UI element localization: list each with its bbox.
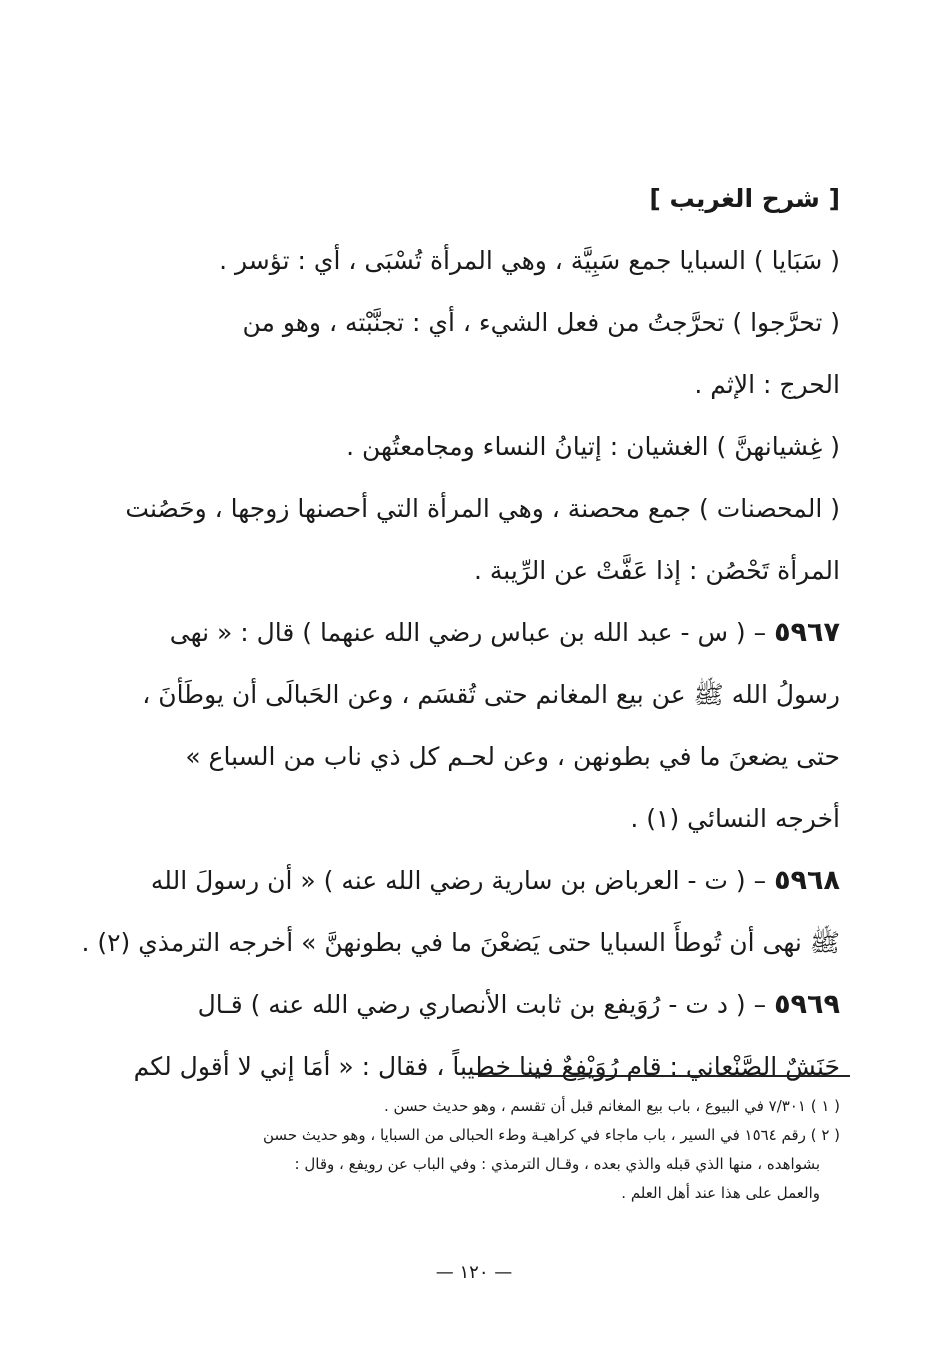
hadith-text: – ( د ت - رُوَيفع بن ثابت الأنصاري رضي الله عنه ) قـال <box>197 990 767 1019</box>
body-line: المرأة تَحْصُن : إذا عَفَّتْ عن الرِّيبة . <box>473 556 840 585</box>
hadith-text: – ( ت - العرباض بن سارية رضي الله عنه ) « أن رسولَ الله <box>150 866 767 895</box>
body-line: الحرج : الإثم . <box>694 370 840 399</box>
main-text <box>81 168 840 1098</box>
hadith-number: ٥٩٦٧ <box>774 617 840 648</box>
footnote-1: ( ١ ) ٧/٣٠١ في البيوع ، باب بيع المغانم قبل أن تقسم ، وهو حديث حسن . <box>383 1097 840 1115</box>
body-line: ( المحصنات ) جمع محصنة ، وهي المرأة التي أحصنها زوجها ، وحَصُنت <box>125 494 840 523</box>
hadith-5968-line: ﷺ نهى أن تُوطأَ السبايا حتى يَضعْنَ ما في بطونهنَّ » أخرجه الترمذي (٢) . <box>81 928 840 957</box>
hadith-5968-line-1 <box>110 850 840 912</box>
hadith-5967-line: حتى يضعنَ ما في بطونهن ، وعن لحـم كل ذي ناب من السباع » <box>185 742 840 771</box>
hadith-5967-line-1 <box>110 602 840 664</box>
body-line: ( تحرَّجوا ) تحرَّجتُ من فعل الشيء ، أي : تجنَّبْته ، وهو من <box>242 308 840 337</box>
hadith-5969-line: حَنَشٌ الصَّنْعاني : قام رُوَيْفِعٌ فينا خطيباً ، فقال : « أمَا إني لا أقول لكم <box>133 1052 840 1081</box>
footnote-2-continued: بشواهده ، منها الذي قبله والذي بعده ، وقـال الترمذي : وفي الباب عن رويفع ، وقال : <box>294 1155 820 1173</box>
hadith-text: – ( س - عبد الله بن عباس رضي الله عنهما ) قال : « نهى <box>169 618 767 647</box>
hadith-5969-line-1 <box>110 974 840 1036</box>
page-number: — ١٢٠ — <box>435 1262 513 1283</box>
footnotes <box>112 1092 840 1208</box>
hadith-number: ٥٩٦٨ <box>774 865 840 896</box>
footnote-2-continued: والعمل على هذا عند أهل العلم . <box>621 1184 820 1202</box>
footnote-2: ( ٢ ) رقم ١٥٦٤ في السير ، باب ماجاء في كراهيـة وطء الحبالى من السبايا ، وهو حديث حسن <box>263 1126 840 1144</box>
hadith-number: ٥٩٦٩ <box>774 989 840 1020</box>
body-line: ( غِشيانهنَّ ) الغشيان : إتيانُ النساء ومجامعتُهن . <box>346 432 840 461</box>
section-title: [ شرح الغريب ] <box>649 184 840 213</box>
footnote-divider <box>478 1075 850 1077</box>
hadith-5967-line: أخرجه النسائي (١) . <box>630 804 840 833</box>
hadith-5967-line: رسولُ الله ﷺ عن بيع المغانم حتى تُقسَم ، وعن الحَبالَى أن يوطَأنَ ، <box>142 680 840 709</box>
body-line: ( سَبَايا ) السبايا جمع سَبِيَّة ، وهي المرأة تُسْبَى ، أي : تؤسر . <box>219 246 840 275</box>
